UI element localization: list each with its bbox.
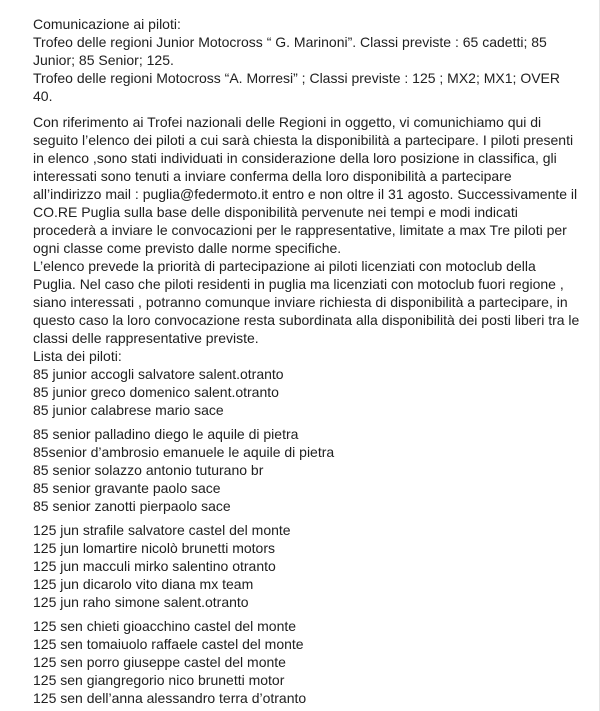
group-125-jun <box>33 521 581 611</box>
list-item: 85 senior gravante paolo sace <box>33 480 221 496</box>
list-item: 85 junior accogli salvatore salent.otranto <box>33 366 284 382</box>
list-item: 125 jun macculi mirko salentino otranto <box>33 558 276 574</box>
list-item: 125 jun dicarolo vito diana mx team <box>33 576 254 592</box>
list-item: 125 sen giangregorio nico brunetti motor <box>33 672 285 688</box>
list-item: 125 sen chieti gioacchino castel del monte <box>33 618 297 634</box>
document <box>33 15 581 707</box>
body-paragraph-2: L’elenco prevede la priorità di partecipazione ai piloti licenziati con motoclub della Puglia. Nel caso che piloti residenti in puglia ma licenziati con motoclub fuori regione , siano interessati , potranno comunque inviare richiesta di disponibilità a partecipare, in questo caso la loro convocazione resta subordinata alla disponibilità dei posti liberi tra le classi delle rappresentative previste. <box>33 258 580 346</box>
list-label: Lista dei piloti: <box>33 348 122 364</box>
group-85-junior <box>33 365 581 419</box>
list-item: 85 senior solazzo antonio tuturano br <box>33 462 264 478</box>
list-item: 125 jun strafile salvatore castel del monte <box>33 522 291 538</box>
document-body <box>33 113 581 365</box>
list-item: 125 sen porro giuseppe castel del monte <box>33 654 286 670</box>
list-item: 85 senior zanotti pierpaolo sace <box>33 498 231 514</box>
document-header <box>33 15 581 105</box>
list-item: 125 sen tomaiuolo raffaele castel del monte <box>33 636 304 652</box>
list-item: 125 jun raho simone salent.otranto <box>33 594 249 610</box>
trophy-junior-line: Trofeo delle regioni Junior Motocross “ G. Marinoni”. Classi previste : 65 cadetti; 85 Junior; 85 Senior; 125. <box>33 34 547 68</box>
trophy-senior-line: Trofeo delle regioni Motocross “A. Morresi” ; Classi previste : 125 ; MX2; MX1; OVER 40. <box>33 70 560 104</box>
list-item: 85 junior greco domenico salent.otranto <box>33 384 279 400</box>
list-item: 125 sen dell’anna alessandro terra d’otranto <box>33 690 307 706</box>
group-85-senior <box>33 425 581 515</box>
group-125-sen <box>33 617 581 707</box>
body-paragraph-1: Con riferimento ai Trofei nazionali delle Regioni in oggetto, vi comunichiamo qui di seguito l’elenco dei piloti a cui sarà chiesta la disponibilità a partecipare. I piloti presenti in elenco ,sono stati individuati in considerazione della loro posizione in classifica, gli interessati sono tenuti a inviare conferma della loro disponibilità a partecipare all’indirizzo mail : puglia@federmoto.it entro e non oltre il 31 agosto. Successivamente il CO.RE Puglia sulla base delle disponibilità pervenute nei tempi e modi indicati procederà a inviare le convocazioni per le rappresentative, limitate a max Tre piloti per ogni classe come previsto dalle norme specifiche. <box>33 114 578 256</box>
list-item: 85 senior palladino diego le aquile di pietra <box>33 426 299 442</box>
header-title: Comunicazione ai piloti: <box>33 16 181 32</box>
list-item: 85senior d’ambrosio emanuele le aquile di pietra <box>33 444 335 460</box>
list-item: 125 jun lomartire nicolò brunetti motors <box>33 540 276 556</box>
list-item: 85 junior calabrese mario sace <box>33 402 224 418</box>
